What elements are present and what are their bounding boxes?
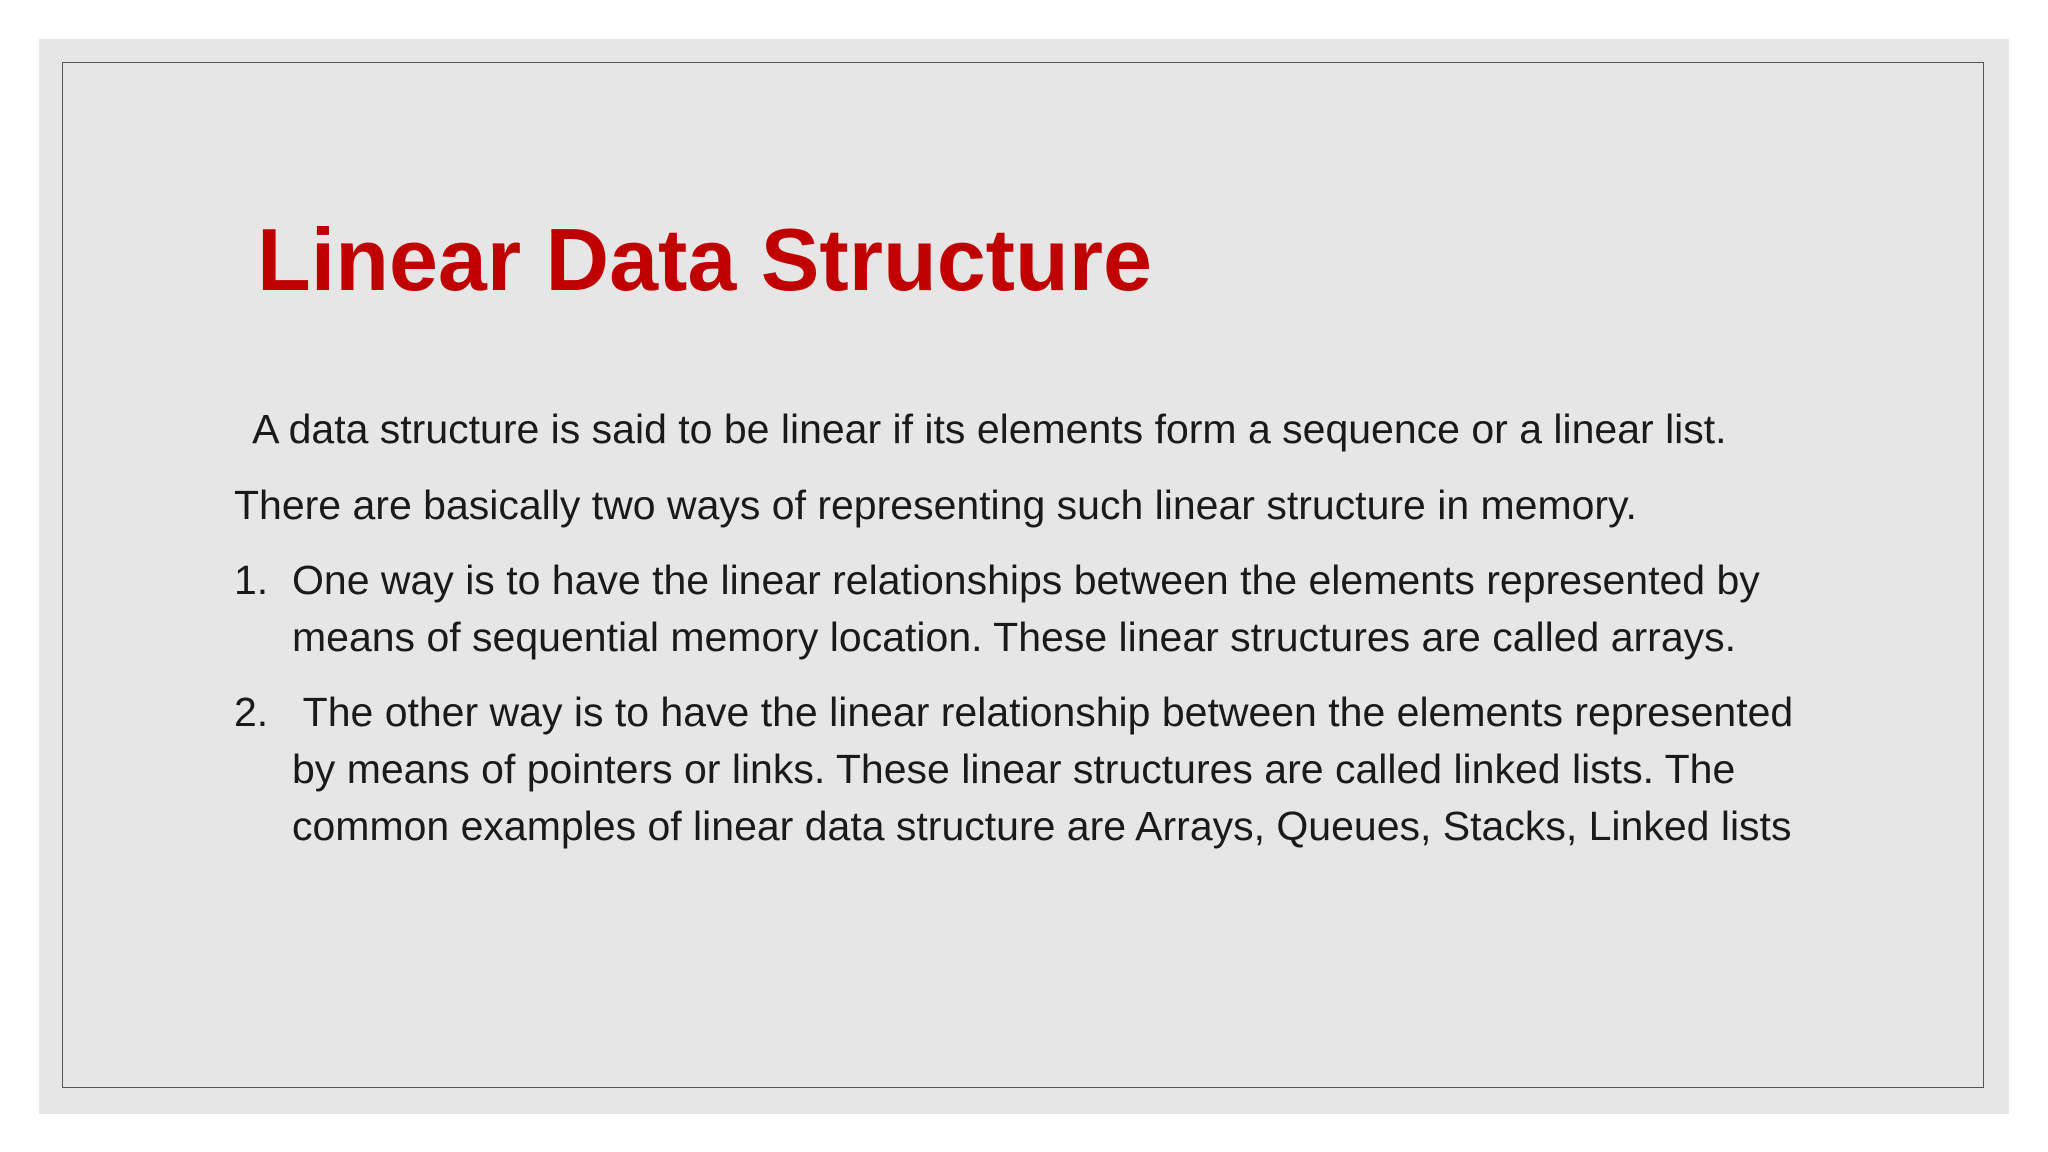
list-number: 1. — [234, 557, 269, 603]
slide — [39, 39, 2009, 1114]
list-item-line: One way is to have the linear relationships between the elements represented by — [292, 557, 1760, 603]
representation-paragraph: There are basically two ways of representing such linear structure in memory. — [234, 482, 1637, 528]
list-item-line: common examples of linear data structure are Arrays, Queues, Stacks, Linked lists — [292, 803, 1792, 849]
slide-title: Linear Data Structure — [257, 210, 1152, 309]
list-item-line: by means of pointers or links. These linear structures are called linked lists. The — [292, 746, 1736, 792]
list-item-line: means of sequential memory location. These linear structures are called arrays. — [292, 614, 1737, 660]
intro-paragraph: A data structure is said to be linear if its elements form a sequence or a linear list. — [243, 406, 1727, 452]
list-number: 2. — [234, 689, 269, 735]
list-item-text — [292, 684, 1892, 855]
list-item-text — [292, 552, 1892, 666]
list-item-line: The other way is to have the linear relationship between the elements represented — [292, 689, 1794, 735]
